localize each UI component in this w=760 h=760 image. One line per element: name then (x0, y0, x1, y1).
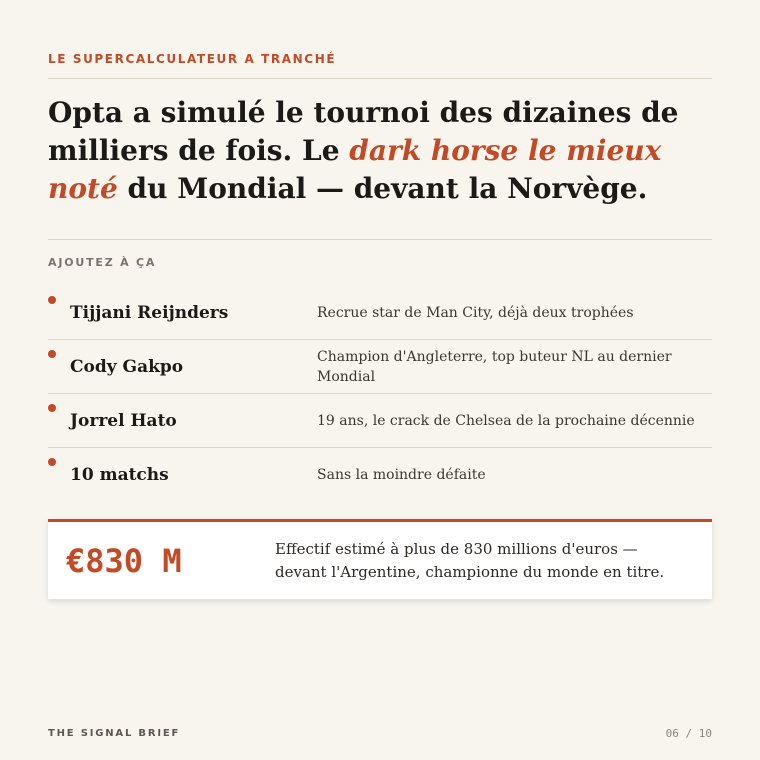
list-item-description: Sans la moindre défaite (317, 467, 486, 483)
section-divider (48, 239, 712, 240)
brand-footer: THE SIGNAL BRIEF (48, 728, 181, 739)
list-item-title: Jorrel Hato (70, 411, 177, 431)
list-item-description: Recrue star de Man City, déjà deux trophées (317, 305, 634, 321)
list-item (48, 448, 712, 502)
list-item-title: Cody Gakpo (70, 357, 184, 377)
list-item-description: Champion d'Angleterre, top buteur NL au dernier Mondial (317, 349, 672, 385)
section-label: AJOUTEZ À ÇA (48, 256, 157, 269)
bullet-dot-icon (48, 296, 56, 304)
kicker-label: LE SUPERCALCULATEUR A TRANCHÉ (48, 52, 337, 66)
bullet-dot-icon (48, 458, 56, 466)
top-divider (48, 78, 712, 79)
stat-callout (48, 519, 712, 599)
list-item-title: 10 matchs (70, 465, 169, 485)
headline-text-end: du Mondial — devant la Norvège. (117, 172, 648, 205)
headline-accent: dark horse le mieux noté (48, 134, 662, 205)
list-item-description: 19 ans, le crack de Chelsea de la prochaine décennie (317, 413, 695, 429)
bullet-dot-icon (48, 404, 56, 412)
headline-text-start: Opta a simulé le tournoi des dizaines de milliers de fois. Le (48, 96, 679, 167)
stat-description: Effectif estimé à plus de 830 millions d'euros — devant l'Argentine, championne du monde en titre. (275, 539, 665, 581)
bullet-dot-icon (48, 350, 56, 358)
stat-value: €830 M (66, 541, 182, 580)
list-item (48, 394, 712, 448)
headline (48, 94, 712, 208)
highlights-list (48, 286, 712, 502)
list-item (48, 340, 712, 394)
list-item-title: Tijjani Reijnders (70, 303, 229, 323)
list-item (48, 286, 712, 340)
page-indicator: 06 / 10 (665, 727, 712, 740)
